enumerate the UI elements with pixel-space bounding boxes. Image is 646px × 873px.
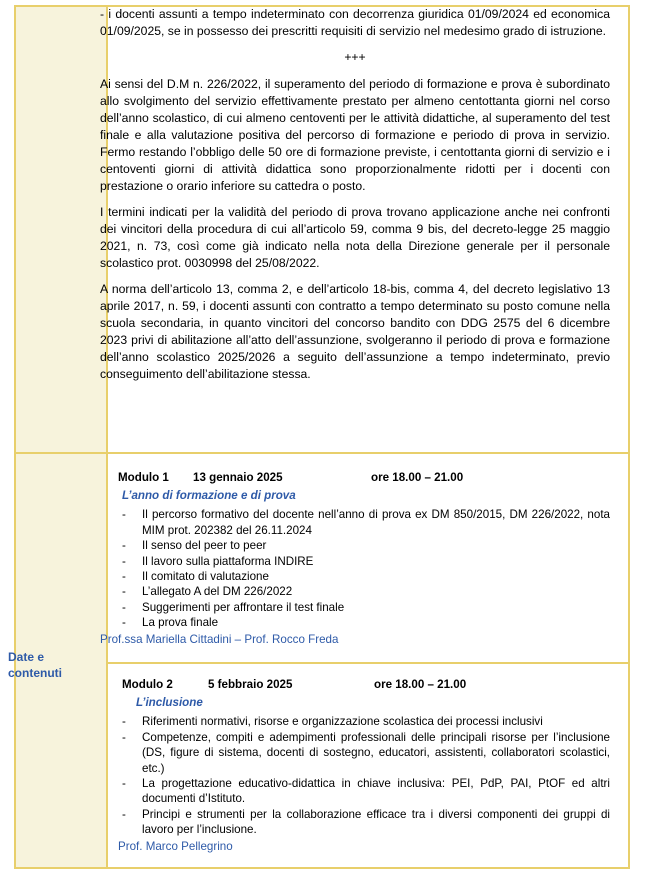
list-item: - Il lavoro sulla piattaforma INDIRE	[100, 554, 610, 569]
module-2	[100, 677, 610, 854]
module-teacher: Prof.ssa Mariella Cittadini – Prof. Rocco Freda	[100, 632, 339, 646]
module-header	[100, 677, 610, 695]
module-title: L’inclusione	[136, 696, 203, 709]
module-divider	[108, 662, 628, 664]
module-topic-list	[100, 714, 610, 837]
paragraph-docenti: - i docenti assunti a tempo indeterminato con decorrenza giuridica 01/09/2024 ed economica 01/09/2025, se in possesso dei prescritti requisiti di servizio nel medesimo grado di istruzione.	[100, 7, 610, 38]
list-item: - Competenze, compiti e adempimenti professionali delle principali risorse per l’inclusione (DS, figure di sistema, docenti di sostegno, educatori, assistenti, collaboratori scolastici, etc.)	[100, 730, 610, 776]
module-time: ore 18.00 – 21.00	[374, 678, 467, 691]
module-title: L’anno di formazione e di prova	[122, 489, 296, 502]
module-header	[100, 470, 610, 488]
module-topic-list	[100, 507, 610, 630]
list-item: - La prova finale	[100, 615, 610, 630]
separator-marks: +++	[344, 50, 366, 64]
list-item: - Il senso del peer to peer	[100, 538, 610, 553]
list-item: - Il comitato di valutazione	[100, 569, 610, 584]
row-divider	[16, 452, 628, 454]
list-item: - Il percorso formativo del docente nell’anno di prova ex DM 850/2015, DM 226/2022, nota MIM prot. 202382 del 26.11.2024	[100, 507, 610, 538]
paragraph-dm-226: Ai sensi del D.M n. 226/2022, il superamento del periodo di formazione e prova è subordinato allo svolgimento del servizio effettivamente prestato per almeno centottanta giorni nel corso dell’anno scolastico, di cui almeno centoventi per le attività didattiche, al superamento del test finale e alla valutazione positiva del percorso di formazione e periodo di prova in servizio. Fermo restando l’obbligo delle 50 ore di formazione previste, i centottanta giorni di servizio e i centoventi giorni di attività didattica sono proporzionalmente ridotti per i docenti con prestazione o orario inferiore su cattedra o posto.	[100, 77, 610, 193]
module-date: 5 febbraio 2025	[208, 678, 293, 691]
list-item: - Principi e strumenti per la collaborazione efficace tra i diversi componenti dei gruppi di lavoro per l’inclusione.	[100, 807, 610, 838]
intro-text-block	[100, 6, 610, 392]
module-name: Modulo 2	[122, 678, 173, 691]
list-item: - La progettazione educativo-didattica in chiave inclusiva: PEI, PdP, PAI, PtOF ed altri documenti d’Istituto.	[100, 776, 610, 807]
paragraph-termini: I termini indicati per la validità del periodo di prova trovano applicazione anche nei confronti dei vincitori della procedura di cui all’articolo 59, comma 9 bis, del decreto-legge 25 maggio 2021, n. 73, così come già indicato nella nota della Direzione generale per il personale scolastico prot. 0030998 del 25/08/2022.	[100, 205, 610, 270]
list-item: - L’allegato A del DM 226/2022	[100, 584, 610, 599]
left-column	[16, 7, 106, 867]
paragraph-norma: A norma dell’articolo 13, comma 2, e dell’articolo 18-bis, comma 4, del decreto legislativo 13 aprile 2017, n. 59, i docenti assunti con contratto a tempo determinato su posto comune nella scuola secondaria, in quanto vincitori del concorso bandito con DDG 2575 del 6 dicembre 2023 privi di abilitazione all’atto dell’assunzione, svolgeranno il periodo di prova e formazione dell’anno scolastico 2025/2026 a seguito dell’assunzione a tempo indeterminato, previo conseguimento dell’abilitazione stessa.	[100, 282, 610, 381]
module-date: 13 gennaio 2025	[193, 471, 283, 484]
list-item: - Suggerimenti per affrontare il test finale	[100, 600, 610, 615]
module-time: ore 18.00 – 21.00	[371, 471, 464, 484]
dates-contents-label: Date e contenuti	[8, 650, 62, 680]
module-1	[100, 470, 610, 647]
list-item: - Riferimenti normativi, risorse e organizzazione scolastica dei processi inclusivi	[100, 714, 610, 729]
module-teacher: Prof. Marco Pellegrino	[118, 839, 233, 853]
module-name: Modulo 1	[118, 471, 169, 484]
